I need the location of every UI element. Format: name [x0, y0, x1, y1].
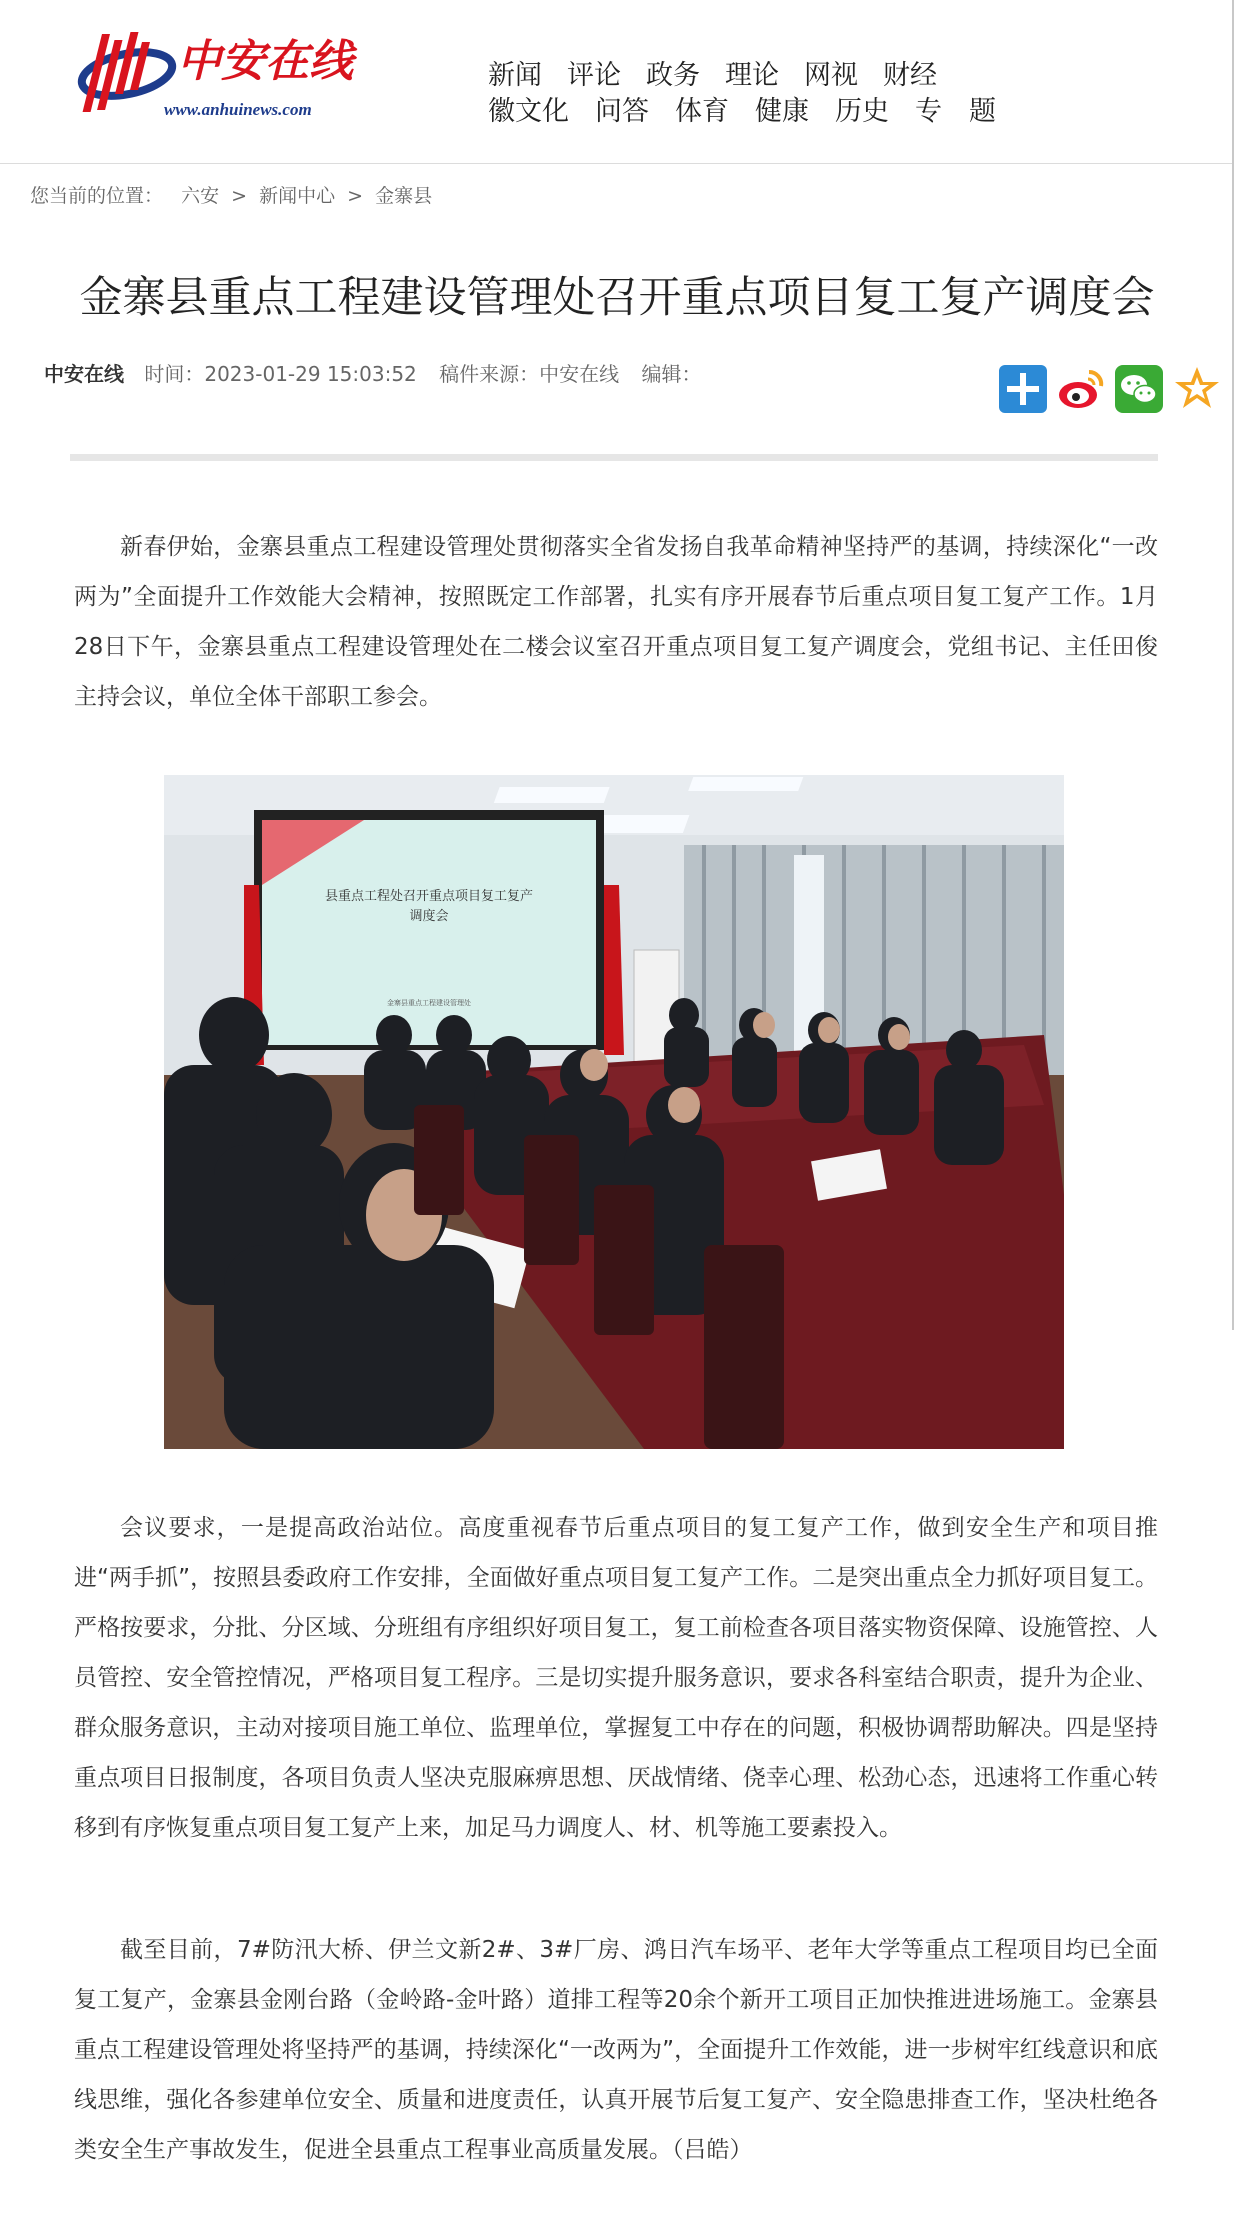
nav-item-video[interactable]: 网视	[804, 60, 858, 91]
site-header	[0, 0, 1234, 164]
nav-item-topics[interactable]: 专 题	[915, 96, 996, 127]
meta-time-label: 时间：	[144, 362, 205, 386]
screen-title-line1: 县重点工程处召开重点项目复工复产	[324, 889, 534, 904]
breadcrumb-item-news-center[interactable]: 新闻中心	[259, 185, 336, 207]
article-meta	[44, 358, 702, 387]
nav-item-theory[interactable]: 理论	[725, 60, 779, 91]
breadcrumb-separator: >	[231, 185, 248, 207]
meeting-photo	[164, 775, 1064, 1449]
logo-url: www.anhuinews.com	[164, 100, 312, 119]
main-nav	[488, 58, 1048, 130]
nav-item-health[interactable]: 健康	[755, 96, 809, 127]
meta-site: 中安在线	[44, 362, 124, 386]
breadcrumb-item-jinzhai[interactable]: 金寨县	[375, 185, 433, 207]
nav-item-qa[interactable]: 问答	[595, 96, 649, 127]
nav-item-comment[interactable]: 评论	[567, 60, 621, 91]
favorite-star-icon[interactable]	[1172, 364, 1222, 414]
meta-editor-label: 编辑：	[641, 362, 702, 386]
nav-item-news[interactable]: 新闻	[488, 60, 542, 91]
weibo-icon[interactable]	[1056, 364, 1106, 414]
meta-source-label: 稿件来源：	[439, 362, 540, 386]
article-paragraph-2: 会议要求，一是提高政治站位。高度重视春节后重点项目的复工复产工作，做到安全生产和项目推进“两手抓”，按照县委政府工作安排，全面做好重点项目复工复产工作。二是突出重点全力抓好项目复工。严格按要求，分批、分区域、分班组有序组织好项目复工，复工前检查各项目落实物资保障、设施管控、人员管控、安全管控情况，严格项目复工程序。三是切实提升服务意识，要求各科室结合职责，提升为企业、群众服务意识，主动对接项目施工单位、监理单位，掌握复工中存在的问题，积极协调帮助解决。四是坚持重点项目日报制度，各项目负责人坚决克服麻痹思想、厌战情绪、侥幸心理、松劲心态，迅速将工作重心转移到有序恢复重点项目复工复产上来，加足马力调度人、材、机等施工要素投入。	[74, 1515, 1158, 1841]
nav-row-2	[488, 94, 1048, 130]
breadcrumb-item-luan[interactable]: 六安	[181, 185, 220, 207]
breadcrumb-separator: >	[347, 185, 364, 207]
plus-share-icon[interactable]	[998, 364, 1048, 414]
logo-name: 中安在线	[177, 37, 353, 86]
wechat-icon[interactable]	[1114, 364, 1164, 414]
meta-time: 2023-01-29 15:03:52	[204, 362, 417, 386]
share-bar	[998, 364, 1222, 416]
screen-title-line2: 调度会	[409, 909, 449, 924]
nav-item-finance[interactable]: 财经	[883, 60, 937, 91]
meta-source: 中安在线	[539, 362, 620, 386]
nav-row-1	[488, 58, 1048, 94]
meeting-photo-image	[164, 775, 1064, 1449]
title-divider	[70, 454, 1158, 461]
breadcrumb	[30, 181, 432, 208]
nav-item-history[interactable]: 历史	[835, 96, 889, 127]
nav-item-government[interactable]: 政务	[646, 60, 700, 91]
nav-item-sports[interactable]: 体育	[675, 96, 729, 127]
nav-item-hui-culture[interactable]: 徽文化	[488, 96, 569, 127]
screen-subtitle: 金寨县重点工程建设管理处	[387, 999, 471, 1007]
article-title: 金寨县重点工程建设管理处召开重点项目复工复产调度会	[79, 273, 1155, 323]
breadcrumb-label: 您当前的位置：	[30, 185, 164, 207]
article-paragraph-1: 新春伊始，金寨县重点工程建设管理处贯彻落实全省发扬自我革命精神坚持严的基调，持续深化“一改两为”全面提升工作效能大会精神，按照既定工作部署，扎实有序开展春节后重点项目复工复产工作。1月28日下午，金寨县重点工程建设管理处在二楼会议室召开重点项目复工复产调度会，党组书记、主任田俊主持会议，单位全体干部职工参会。	[74, 534, 1158, 710]
article-paragraph-3: 截至目前，7#防汛大桥、伊兰文新2#、3#厂房、鸿日汽车场平、老年大学等重点工程项目均已全面复工复产，金寨县金刚台路（金岭路-金叶路）道排工程等20余个新开工项目正加快推进进场施工。金寨县重点工程建设管理处将坚持严的基调，持续深化“一改两为”，全面提升工作效能，进一步树牢红线意识和底线思维，强化各参建单位安全、质量和进度责任，认真开展节后复工复产、安全隐患排查工作，坚决杜绝各类安全生产事故发生，促进全县重点工程事业高质量发展。（吕皓）	[74, 1937, 1158, 2163]
